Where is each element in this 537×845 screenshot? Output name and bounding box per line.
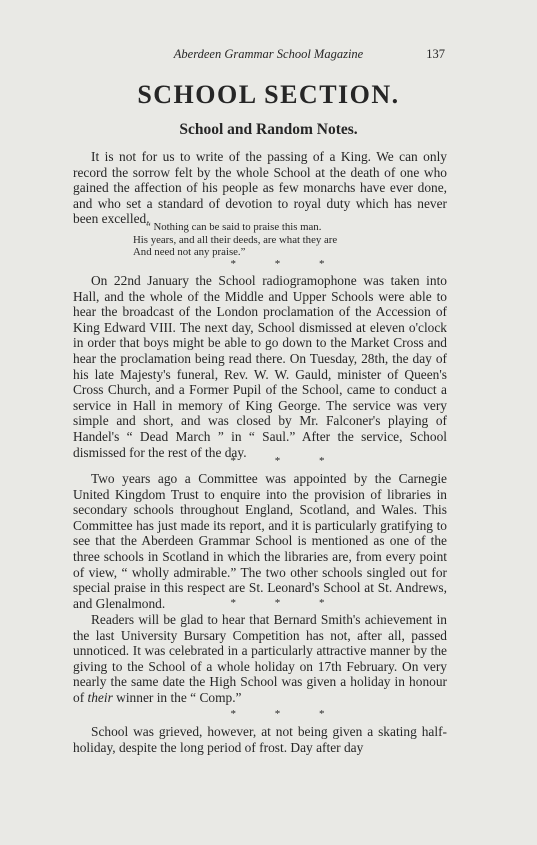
paragraph-text: School was grieved, however, at not being given a skating half-holiday, despite the long period of frost. Day after day	[73, 724, 447, 755]
separator-asterisks: * * *	[230, 455, 343, 467]
paragraph-king	[73, 149, 447, 227]
section-title: SCHOOL SECTION.	[137, 80, 400, 109]
page-number: 137	[426, 47, 445, 61]
paragraph-text	[73, 612, 447, 706]
paragraph-text: Two years ago a Committee was appointed by the Carnegie United Kingdom Trust to enquire into the provision of libraries in secondary schools throughout England, Scotland, and Wales. This Committee has just made its report, and it is particularly gratifying to see that the Aberdeen Grammar School is mentioned as one of the three schools in Scotland in which the libraries are, from every point of view, “ wholly admirable.” The two other schools singled out for special praise in this respect are St. Leonard's School at St. Andrews, and Glenalmond.	[73, 471, 447, 611]
paragraph-text-after: winner in the “ Comp.”	[112, 689, 242, 705]
quote-line: His years, and all their deeds, are what they are	[133, 233, 338, 246]
quote-line: And need not any praise.”	[133, 246, 246, 258]
separator-asterisks: * * *	[230, 258, 343, 270]
paragraph-text: On 22nd January the School radiogramophone was taken into Hall, and the whole of the Middle and Upper Schools were able to hear the broadcast of the London proclamation of the Accession of King Edward VIII. The next day, School dismissed at eleven o'clock in order that boys might be able to go down to the Market Cross and hear the proclamation being read there. On Tuesday, 28th, the day of his late Majesty's funeral, Rev. W. W. Gauld, minister of Queen's Cross Church, and a Former Pupil of the School, came to conduct a service in Hall in memory of King George. The service was very simple and short, and was closed by Mr. Falconer's playing of Handel's “ Dead March ” in “ Saul.” After the service, School dismissed for the rest of the day.	[73, 273, 447, 460]
page-header	[0, 47, 537, 67]
paragraph-proclamation	[73, 273, 447, 460]
poem-quote	[133, 221, 393, 259]
paragraph-bursary	[73, 612, 447, 706]
emphasis-their: their	[87, 689, 113, 705]
paragraph-text: It is not for us to write of the passing of a King. We can only record the sorrow felt by the whole School at the death of one who gained the affection of his people as few monarchs have ever done, and who set a standard of devotion to royal duty which has never been excelled.	[73, 149, 447, 227]
separator-asterisks: * * *	[230, 597, 343, 609]
article-title: School and Random Notes.	[179, 121, 358, 138]
quote-line: “ Nothing can be said to praise this man.	[146, 221, 322, 233]
paragraph-skating	[73, 724, 447, 755]
paragraph-text-before: Readers will be glad to hear that Bernard Smith's achievement in the last University Bursary Competition has not, after all, passed unnoticed. It was celebrated in a particularly attractive manner by the giving to the School of a whole holiday on 17th February. On very nearly the same date the High School was given a holiday in honour of	[73, 612, 447, 705]
separator-asterisks: * * *	[230, 708, 343, 720]
running-title: Aberdeen Grammar School Magazine	[173, 47, 364, 61]
paragraph-libraries	[73, 471, 447, 611]
